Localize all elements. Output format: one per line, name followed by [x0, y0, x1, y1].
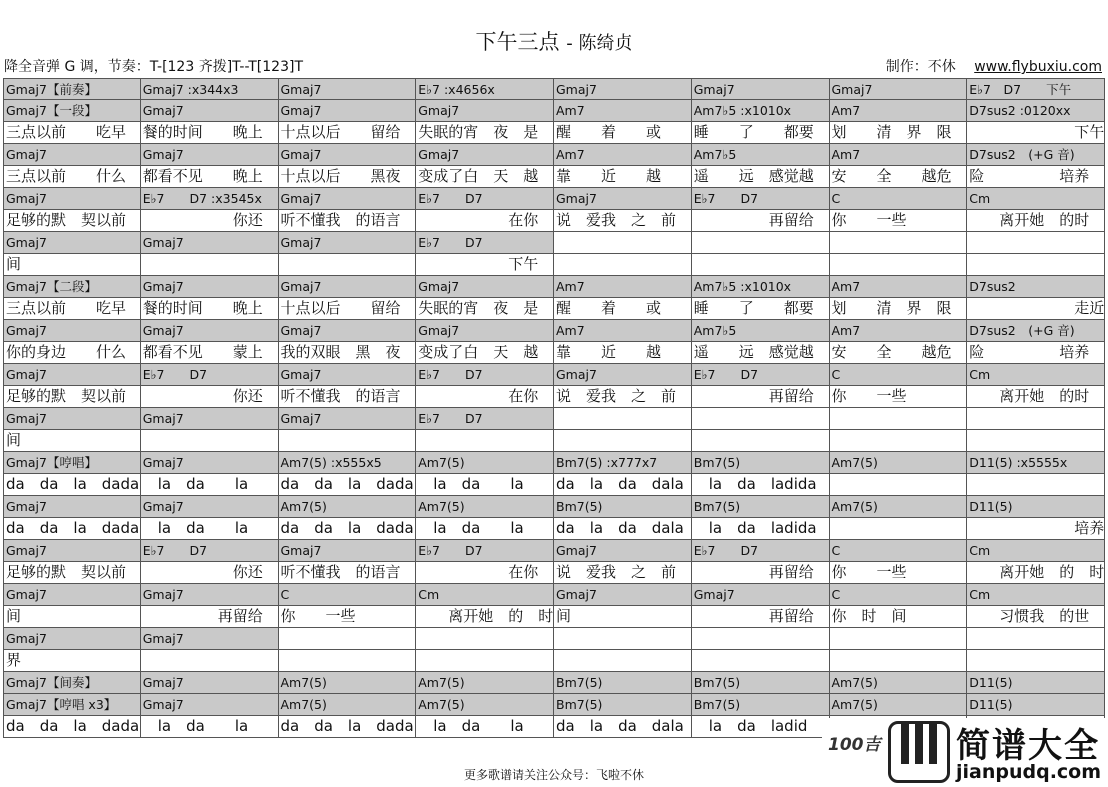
chord-row: [3, 628, 1105, 650]
watermark-brand: 简谱大全: [956, 726, 1100, 766]
chord-cell: Gmaj7: [141, 232, 279, 254]
lyric-cell: 餐的时间 晚上: [141, 122, 279, 144]
watermark-url: jianpudq.com: [956, 761, 1102, 783]
lyric-cell: [830, 650, 968, 672]
lyric-cell: 你 时 间: [830, 606, 968, 628]
chord-cell: E♭7 D7: [692, 540, 830, 562]
chord-cell: Gmaj7: [3, 496, 141, 518]
chord-cell: E♭7 :x4656x: [416, 78, 554, 100]
lyric-cell: 你还: [141, 386, 279, 408]
chord-cell: E♭7 D7: [416, 408, 554, 430]
chord-cell: Am7: [830, 320, 968, 342]
chord-row: [3, 584, 1105, 606]
lyric-cell: 你还: [141, 210, 279, 232]
lyric-cell: 划 清 界 限: [830, 122, 968, 144]
chord-cell: E♭7 D7: [416, 232, 554, 254]
chord-cell: C: [830, 188, 968, 210]
lyric-cell: 遥 远 感觉越: [692, 342, 830, 364]
chord-cell: [692, 232, 830, 254]
lyric-cell: 失眠的宵 夜 是: [416, 298, 554, 320]
chord-cell: Am7♭5: [692, 144, 830, 166]
chord-cell: [692, 628, 830, 650]
chord-cell: Am7(5): [416, 694, 554, 716]
lyric-cell: 下午: [416, 254, 554, 276]
chord-cell: Gmaj7: [279, 144, 417, 166]
chord-cell: D7sus2: [967, 276, 1105, 298]
lyric-cell: da da la dada: [3, 474, 141, 496]
watermark-logo: [822, 718, 1108, 787]
chord-cell: Gmaj7: [416, 144, 554, 166]
chord-cell: Bm7(5): [554, 672, 692, 694]
chord-cell: D11(5): [967, 672, 1105, 694]
lyric-cell: 再留给: [692, 562, 830, 584]
chord-cell: Gmaj7: [279, 100, 417, 122]
lyric-cell: 间: [3, 254, 141, 276]
chord-row: [3, 100, 1105, 122]
chord-cell: Am7(5): [416, 496, 554, 518]
lyric-cell: 你的身边 什么: [3, 342, 141, 364]
chord-cell: Am7(5): [279, 496, 417, 518]
chord-cell: E♭7 D7: [416, 188, 554, 210]
lyric-cell: 你 一些: [830, 562, 968, 584]
chord-cell: [967, 628, 1105, 650]
chord-cell: Gmaj7: [141, 100, 279, 122]
footer-note: 更多歌谱请关注公众号：飞啦不休: [463, 768, 644, 782]
lyric-cell: 听不懂我 的语言: [279, 562, 417, 584]
chord-cell: E♭7 D7: [416, 540, 554, 562]
lyric-cell: 三点以前 吃早: [3, 122, 141, 144]
chord-cell: Bm7(5): [692, 672, 830, 694]
lyric-row: [3, 518, 1105, 540]
lyric-cell: [554, 430, 692, 452]
chord-cell: D7sus2 (+G 音): [967, 144, 1105, 166]
lyric-cell: 都看不见 蒙上: [141, 342, 279, 364]
watermark-number: 100吉: [828, 735, 881, 755]
chord-cell: Gmaj7: [141, 672, 279, 694]
lyric-cell: da da la dada: [279, 716, 417, 738]
chord-row: [3, 672, 1105, 694]
lyric-cell: 你 一些: [830, 386, 968, 408]
lyric-cell: [967, 474, 1105, 496]
lyric-cell: 在你: [416, 386, 554, 408]
chord-row: [3, 452, 1105, 474]
lyric-cell: 睡 了 都要: [692, 298, 830, 320]
lyric-cell: 界: [3, 650, 141, 672]
lyric-cell: 听不懂我 的语言: [279, 386, 417, 408]
chord-cell: Am7(5): [830, 694, 968, 716]
lyric-cell: 习惯我 的世: [967, 606, 1105, 628]
chord-row: [3, 232, 1105, 254]
chord-cell: Cm: [967, 364, 1105, 386]
lyric-row: [3, 650, 1105, 672]
lyric-cell: [692, 650, 830, 672]
lyric-row: [3, 430, 1105, 452]
chord-cell: Gmaj7: [554, 188, 692, 210]
lyric-cell: 再留给: [692, 210, 830, 232]
chord-cell: Gmaj7: [141, 584, 279, 606]
lyric-cell: la da la: [416, 716, 554, 738]
song-name: 下午三点: [475, 30, 560, 54]
chord-cell: C: [830, 364, 968, 386]
lyric-cell: 靠 近 越: [554, 342, 692, 364]
chord-cell: Gmaj7: [3, 144, 141, 166]
lyric-cell: 醒 着 或: [554, 298, 692, 320]
chord-cell: [967, 232, 1105, 254]
lyric-cell: 间: [554, 606, 692, 628]
chord-cell: Gmaj7: [279, 276, 417, 298]
lyric-cell: [967, 650, 1105, 672]
lyric-cell: 变成了白 天 越: [416, 166, 554, 188]
chord-cell: C: [830, 584, 968, 606]
chord-cell: [830, 232, 968, 254]
lyric-cell: 离开她 的时: [967, 386, 1105, 408]
chord-cell: Am7(5): [416, 672, 554, 694]
chord-cell: Bm7(5): [692, 694, 830, 716]
chord-cell: Gmaj7: [141, 144, 279, 166]
chord-cell: E♭7 D7: [141, 540, 279, 562]
lyric-cell: 走近: [967, 298, 1105, 320]
chord-cell: Am7: [830, 276, 968, 298]
chord-cell: Gmaj7: [141, 408, 279, 430]
lyric-cell: 安 全 越危: [830, 166, 968, 188]
chord-cell: Bm7(5) :x777x7: [554, 452, 692, 474]
lyric-cell: da la da dala: [554, 518, 692, 540]
chord-cell: Am7: [554, 320, 692, 342]
chord-cell: [279, 628, 417, 650]
chord-cell: Gmaj7: [279, 78, 417, 100]
lyric-cell: 足够的默 契以前: [3, 386, 141, 408]
lyric-cell: 三点以前 吃早: [3, 298, 141, 320]
lyric-cell: 再留给: [692, 606, 830, 628]
chord-cell: Cm: [967, 540, 1105, 562]
chord-cell: Gmaj7【前奏】: [3, 78, 141, 100]
lyric-cell: 三点以前 什么: [3, 166, 141, 188]
lyric-row: [3, 342, 1105, 364]
lyric-cell: 再留给: [141, 606, 279, 628]
lyric-cell: [279, 254, 417, 276]
lyric-cell: [554, 254, 692, 276]
chord-cell: Gmaj7: [3, 584, 141, 606]
lyric-cell: 睡 了 都要: [692, 122, 830, 144]
chord-cell: Am7: [554, 144, 692, 166]
chord-cell: Am7: [830, 100, 968, 122]
chord-cell: Gmaj7: [279, 540, 417, 562]
lyric-cell: [416, 430, 554, 452]
lyric-cell: [967, 430, 1105, 452]
lyric-cell: 说 爱我 之 前: [554, 210, 692, 232]
chord-cell: Am7(5) :x555x5: [279, 452, 417, 474]
lyric-cell: [141, 430, 279, 452]
chord-cell: Gmaj7: [692, 78, 830, 100]
lyric-row: [3, 122, 1105, 144]
chord-cell: Gmaj7【哼唱 x3】: [3, 694, 141, 716]
lyric-cell: 十点以后 留给: [279, 122, 417, 144]
chord-cell: E♭7 D7 下午: [967, 78, 1105, 100]
chord-cell: Am7(5): [830, 496, 968, 518]
chord-cell: Gmaj7: [416, 100, 554, 122]
chord-cell: D11(5): [967, 694, 1105, 716]
lyric-cell: 离开她 的 时: [416, 606, 554, 628]
chord-cell: Am7: [830, 144, 968, 166]
key-info: 降全音弹 G 调，节奏：T-[123 齐拨]T--T[123]T: [4, 59, 303, 75]
chord-cell: [830, 408, 968, 430]
piano-icon: [888, 721, 950, 783]
lyric-cell: da da la dada: [3, 518, 141, 540]
lyric-cell: 险 培养: [967, 166, 1105, 188]
chord-cell: Gmaj7: [3, 540, 141, 562]
lyric-cell: la da la: [416, 474, 554, 496]
chord-cell: [554, 628, 692, 650]
chord-cell: Gmaj7 :x344x3: [141, 78, 279, 100]
chord-cell: Gmaj7: [830, 78, 968, 100]
chord-cell: Gmaj7: [141, 694, 279, 716]
lyric-cell: [830, 254, 968, 276]
lyric-cell: [554, 650, 692, 672]
chord-cell: Gmaj7: [3, 364, 141, 386]
lyric-cell: 再留给: [692, 386, 830, 408]
lyric-row: [3, 210, 1105, 232]
lyric-cell: da la da dala: [554, 716, 692, 738]
chord-cell: Am7♭5 :x1010x: [692, 100, 830, 122]
chord-cell: Bm7(5): [554, 694, 692, 716]
chord-cell: D7sus2 :0120xx: [967, 100, 1105, 122]
chord-cell: Gmaj7: [3, 628, 141, 650]
chord-row: [3, 540, 1105, 562]
lyric-cell: la da ladida: [692, 518, 830, 540]
chord-row: [3, 188, 1105, 210]
chord-cell: Bm7(5): [692, 452, 830, 474]
chord-cell: Gmaj7【一段】: [3, 100, 141, 122]
lyric-cell: 醒 着 或: [554, 122, 692, 144]
song-title: [0, 26, 1108, 56]
chord-cell: E♭7 D7: [141, 364, 279, 386]
lyric-cell: la da la: [416, 518, 554, 540]
artist-name: - 陈绮贞: [566, 33, 633, 54]
chord-cell: Gmaj7: [141, 628, 279, 650]
chord-cell: Gmaj7: [3, 320, 141, 342]
lyric-row: [3, 562, 1105, 584]
credit: [886, 56, 1102, 76]
lyric-cell: 说 爱我 之 前: [554, 562, 692, 584]
lyric-cell: 遥 远 感觉越: [692, 166, 830, 188]
chord-row: [3, 496, 1105, 518]
lyric-cell: 险 培养: [967, 342, 1105, 364]
lyric-cell: [279, 430, 417, 452]
chord-cell: Bm7(5): [692, 496, 830, 518]
chord-cell: Cm: [967, 188, 1105, 210]
chord-cell: E♭7 D7: [692, 364, 830, 386]
chord-cell: Am7: [554, 100, 692, 122]
lyric-cell: 安 全 越危: [830, 342, 968, 364]
chord-cell: Gmaj7: [141, 496, 279, 518]
chord-row: [3, 276, 1105, 298]
lyric-cell: 离开她 的时: [967, 210, 1105, 232]
chord-row: [3, 364, 1105, 386]
lyric-cell: 十点以后 黑夜: [279, 166, 417, 188]
lyric-cell: 你还: [141, 562, 279, 584]
chord-cell: Gmaj7: [141, 276, 279, 298]
chord-cell: Gmaj7: [141, 452, 279, 474]
lyric-cell: 离开她 的 时: [967, 562, 1105, 584]
lyric-cell: la da ladid: [692, 716, 830, 738]
chord-cell: Gmaj7: [554, 364, 692, 386]
lyric-row: [3, 298, 1105, 320]
chord-cell: Am7♭5: [692, 320, 830, 342]
chord-row: [3, 144, 1105, 166]
website-link[interactable]: www.flybuxiu.com: [974, 59, 1102, 75]
lyric-cell: da la da dala: [554, 474, 692, 496]
lyric-cell: [967, 254, 1105, 276]
lyric-cell: [141, 254, 279, 276]
chord-sheet-grid: [3, 78, 1105, 738]
chord-cell: Gmaj7【哼唱】: [3, 452, 141, 474]
chord-cell: Gmaj7: [554, 78, 692, 100]
lyric-cell: [830, 518, 968, 540]
chord-cell: Gmaj7: [279, 232, 417, 254]
chord-cell: D7sus2 (+G 音): [967, 320, 1105, 342]
lyric-cell: 我的双眼 黑 夜: [279, 342, 417, 364]
lyric-cell: 变成了白 天 越: [416, 342, 554, 364]
lyric-cell: 都看不见 晚上: [141, 166, 279, 188]
lyric-cell: 间: [3, 606, 141, 628]
chord-cell: Am7♭5 :x1010x: [692, 276, 830, 298]
lyric-cell: [279, 650, 417, 672]
lyric-cell: da da la dada: [279, 474, 417, 496]
lyric-row: [3, 474, 1105, 496]
lyric-cell: 划 清 界 限: [830, 298, 968, 320]
lyric-cell: la da la: [141, 716, 279, 738]
lyric-cell: [141, 650, 279, 672]
chord-row: [3, 320, 1105, 342]
chord-cell: Cm: [416, 584, 554, 606]
lyric-row: [3, 386, 1105, 408]
lyric-cell: 你 一些: [830, 210, 968, 232]
lyric-cell: 在你: [416, 210, 554, 232]
lyric-row: [3, 606, 1105, 628]
lyric-cell: 十点以后 留给: [279, 298, 417, 320]
lyric-cell: 培养: [967, 518, 1105, 540]
lyric-cell: la da la: [141, 474, 279, 496]
chord-cell: Am7(5): [279, 672, 417, 694]
lyric-cell: la da ladida: [692, 474, 830, 496]
chord-cell: Gmaj7: [692, 584, 830, 606]
chord-cell: D11(5) :x5555x: [967, 452, 1105, 474]
lyric-cell: 足够的默 契以前: [3, 210, 141, 232]
chord-cell: C: [279, 584, 417, 606]
chord-cell: C: [830, 540, 968, 562]
lyric-cell: 失眠的宵 夜 是: [416, 122, 554, 144]
chord-cell: [830, 628, 968, 650]
lyric-cell: [830, 474, 968, 496]
chord-cell: Gmaj7: [3, 408, 141, 430]
chord-cell: Gmaj7: [416, 276, 554, 298]
chord-cell: Gmaj7: [3, 188, 141, 210]
lyric-cell: [692, 430, 830, 452]
chord-cell: E♭7 D7: [416, 364, 554, 386]
maker-label: 制作：不休: [885, 59, 956, 75]
chord-row: [3, 408, 1105, 430]
lyric-cell: 听不懂我 的语言: [279, 210, 417, 232]
chord-cell: Gmaj7: [416, 320, 554, 342]
chord-cell: [416, 628, 554, 650]
lyric-cell: [692, 254, 830, 276]
chord-cell: [692, 408, 830, 430]
chord-cell: Gmaj7: [279, 408, 417, 430]
lyric-cell: 说 爱我 之 前: [554, 386, 692, 408]
lyric-cell: 靠 近 越: [554, 166, 692, 188]
chord-cell: Gmaj7: [279, 320, 417, 342]
chord-cell: [554, 408, 692, 430]
chord-cell: Cm: [967, 584, 1105, 606]
lyric-cell: da da la dada: [3, 716, 141, 738]
chord-cell: Am7(5): [830, 452, 968, 474]
lyric-row: [3, 166, 1105, 188]
lyric-cell: da da la dada: [279, 518, 417, 540]
lyric-cell: [416, 650, 554, 672]
chord-row: [3, 78, 1105, 100]
chord-row: [3, 694, 1105, 716]
lyric-cell: 下午: [967, 122, 1105, 144]
chord-cell: Am7(5): [279, 694, 417, 716]
lyric-cell: 餐的时间 晚上: [141, 298, 279, 320]
chord-cell: Am7(5): [416, 452, 554, 474]
chord-cell: Gmaj7: [141, 320, 279, 342]
chord-cell: Gmaj7: [554, 584, 692, 606]
chord-cell: Am7: [554, 276, 692, 298]
chord-cell: [967, 408, 1105, 430]
chord-cell: [554, 232, 692, 254]
chord-cell: Gmaj7【二段】: [3, 276, 141, 298]
lyric-cell: la da la: [141, 518, 279, 540]
chord-cell: Gmaj7: [279, 364, 417, 386]
lyric-cell: 在你: [416, 562, 554, 584]
chord-cell: E♭7 D7 :x3545x: [141, 188, 279, 210]
chord-cell: Am7(5): [830, 672, 968, 694]
lyric-cell: 间: [3, 430, 141, 452]
lyric-cell: [830, 430, 968, 452]
chord-cell: Gmaj7: [3, 232, 141, 254]
chord-cell: Gmaj7: [279, 188, 417, 210]
chord-cell: Gmaj7【间奏】: [3, 672, 141, 694]
chord-cell: Bm7(5): [554, 496, 692, 518]
lyric-row: [3, 254, 1105, 276]
chord-cell: D11(5): [967, 496, 1105, 518]
chord-cell: E♭7 D7: [692, 188, 830, 210]
lyric-cell: 你 一些: [279, 606, 417, 628]
lyric-cell: 足够的默 契以前: [3, 562, 141, 584]
chord-cell: Gmaj7: [554, 540, 692, 562]
